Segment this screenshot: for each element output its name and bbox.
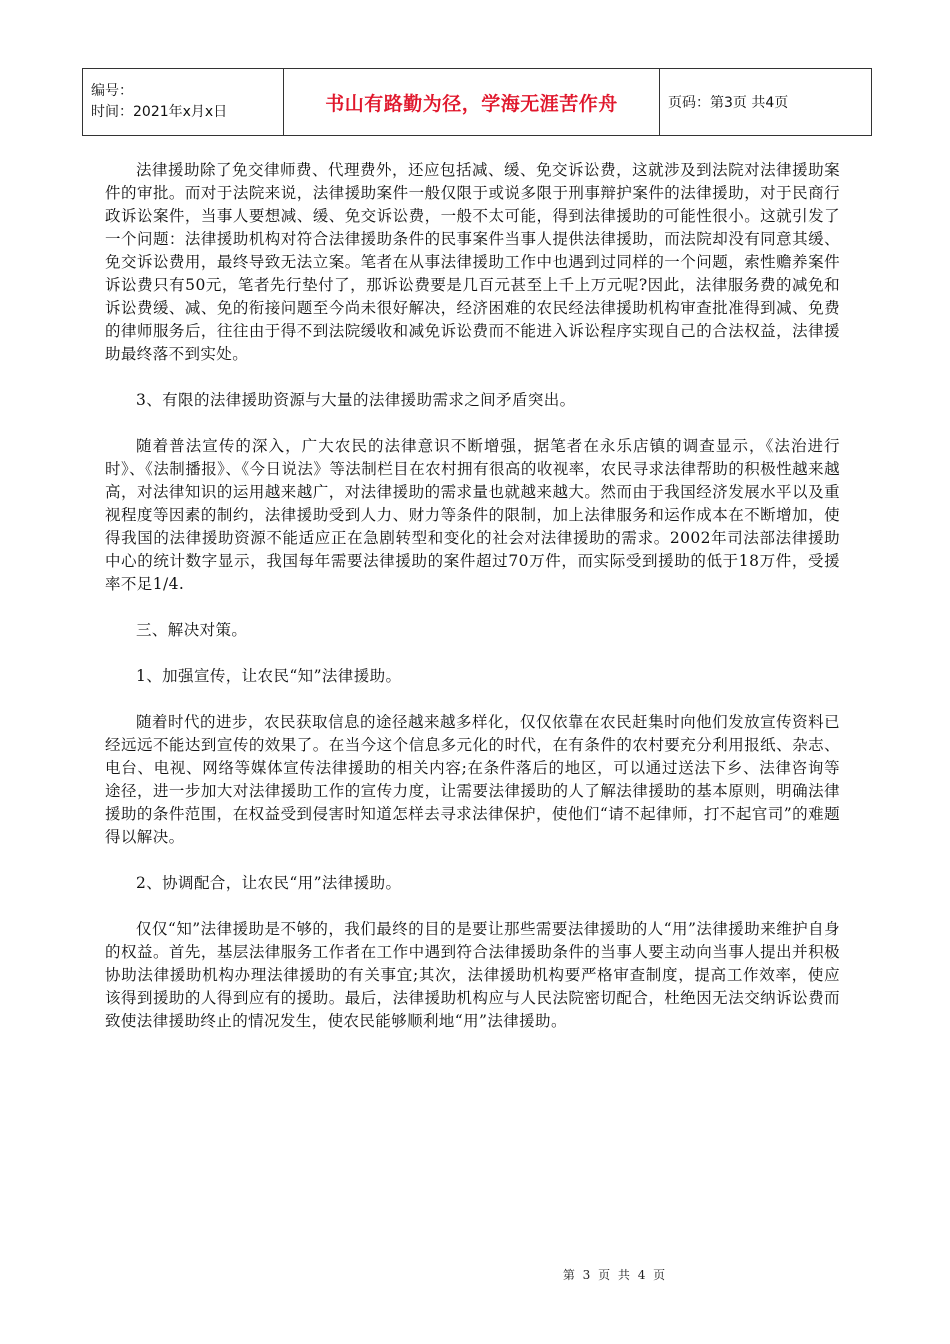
paragraph: 随着普法宣传的深入，广大农民的法律意识不断增强，据笔者在永乐店镇的调查显示，《法治进行时》、《法制播报》、《今日说法》等法制栏目在农村拥有很高的收视率，农民寻求法律帮助的积极性越来越高，对法律知识的运用越来越广，对法律援助的需求量也就越来越大。然而由于我国经济发展水平以及重视程度等因素的制约，法律援助受到人力、财力等条件的限制，加上法律服务和运作成本在不断增加，使得我国的法律援助资源不能适应正在急剧转型和变化的社会对法律援助的需求。2002年司法部法律援助中心的统计数字显示，我国每年需要法律援助的案件超过70万件，而实际受到援助的低于18万件，受援率不足1/4.: [105, 437, 840, 593]
page-footer: 第 3 页 共 4 页: [562, 1268, 668, 1282]
document-body: [105, 159, 840, 1033]
header-page-cell: [660, 69, 872, 136]
document-header: [82, 68, 872, 136]
section-heading: 三、解决对策。: [136, 621, 248, 639]
paragraph: 法律援助除了免交律师费、代理费外，还应包括减、缓、免交诉讼费，这就涉及到法院对法律援助案件的审批。而对于法院来说，法律援助案件一般仅限于或说多限于刑事辩护案件的法律援助，对于民商行政诉讼案件，当事人要想减、缓、免交诉讼费，一般不太可能，得到法律援助的可能性很小。这就引发了一个问题：法律援助机构对符合法律援助条件的民事案件当事人提供法律援助，而法院却没有同意其缓、免交诉讼费用，最终导致无法立案。笔者在从事法律援助工作中也遇到过同样的一个问题，索性赡养案件诉讼费只有50元，笔者先行垫付了，那诉讼费要是几百元甚至上千上万元呢?因此，法律服务费的减免和诉讼费缓、减、免的衔接问题至今尚未很好解决，经济困难的农民经法律援助机构审查批准得到减、免费的律师服务后，往往由于得不到法院缓收和减免诉讼费而不能进入诉讼程序实现自己的合法权益，法律援助最终落不到实处。: [105, 161, 840, 363]
header-motto: 书山有路勤为径，学海无涯苦作舟: [325, 92, 618, 115]
header-page-label: 页码：第3页 共4页: [668, 95, 789, 111]
document-time-label: 时间：2021年x月x日: [91, 104, 228, 120]
document-number-label: 编号：: [91, 83, 133, 99]
section-heading: 1、加强宣传，让农民“知”法律援助。: [136, 667, 402, 685]
header-meta-cell: [83, 69, 284, 136]
paragraph: 仅仅“知”法律援助是不够的，我们最终的目的是要让那些需要法律援助的人“用”法律援助来维护自身的权益。首先，基层法律服务工作者在工作中遇到符合法律援助条件的当事人要主动向当事人提出并积极协助法律援助机构办理法律援助的有关事宜;其次，法律援助机构要严格审查制度，提高工作效率，使应该得到援助的人得到应有的援助。最后，法律援助机构应与人民法院密切配合，杜绝因无法交纳诉讼费而致使法律援助终止的情况发生，使农民能够顺利地“用”法律援助。: [105, 920, 840, 1030]
paragraph: 随着时代的进步，农民获取信息的途径越来越多样化，仅仅依靠在农民赶集时向他们发放宣传资料已经远远不能达到宣传的效果了。在当今这个信息多元化的时代，在有条件的农村要充分利用报纸、杂志、电台、电视、网络等媒体宣传法律援助的相关内容;在条件落后的地区，可以通过送法下乡、法律咨询等途径，进一步加大对法律援助工作的宣传力度，让需要法律援助的人了解法律援助的基本原则，明确法律援助的条件范围，在权益受到侵害时知道怎样去寻求法律保护，使他们“请不起律师，打不起官司”的难题得以解决。: [105, 713, 840, 846]
section-heading: 3、有限的法律援助资源与大量的法律援助需求之间矛盾突出。: [136, 391, 576, 409]
header-motto-cell: [284, 69, 660, 136]
section-heading: 2、协调配合，让农民“用”法律援助。: [136, 874, 402, 892]
